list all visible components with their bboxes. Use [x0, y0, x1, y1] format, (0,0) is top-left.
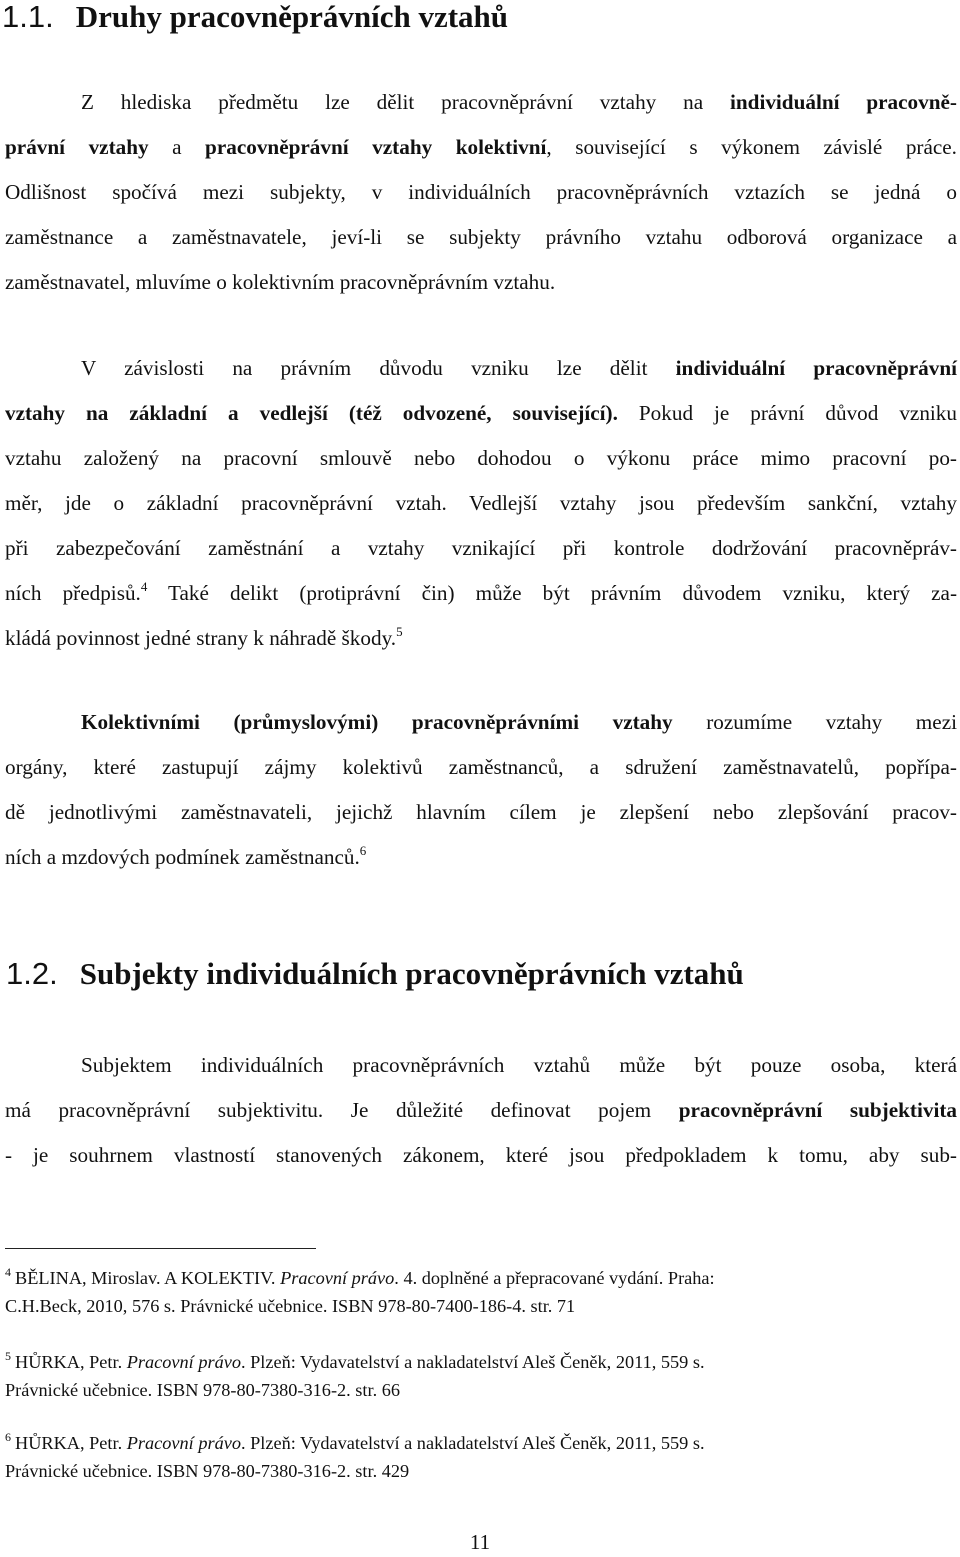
text-line: Odlišnost spočívá mezi subjekty, v individuálních pracovněprávních vztazích se jedná o: [5, 180, 957, 204]
text-line: vztahu založený na pracovní smlouvě nebo dohodou o výkonu práce mimo pracovní po-: [5, 446, 957, 470]
text-line: při zabezpečování zaměstnání a vztahy vznikající při kontrole dodržování pracovněpráv-: [5, 536, 957, 560]
section-number: 1.2.: [6, 956, 58, 991]
paragraph-collective-relations: [5, 700, 957, 880]
footnote-text: . Plzeň: Vydavatelství a nakladatelství Aleš Čeněk, 2011, 559 s.: [240, 1433, 705, 1453]
paragraph-types-of-relations: [5, 80, 957, 305]
text-run: ních a mzdových podmínek zaměstnanců.: [5, 845, 360, 869]
text-run: ních předpisů.: [5, 581, 141, 605]
bold-term: individuální pracovněprávní: [675, 356, 957, 380]
page-number: 11: [469, 1530, 491, 1554]
text-run: V závislosti na právním důvodu vzniku lze dělit: [81, 356, 676, 380]
text-line: - je souhrnem vlastností stanovených zákonem, které jsou předpokladem k tomu, aby sub-: [5, 1143, 957, 1167]
bold-term: pracovněprávní vztahy kolektivní: [205, 135, 547, 159]
section-heading-1-1: [2, 0, 508, 34]
text-line: orgány, které zastupují zájmy kolektivů zaměstnanců, a sdružení zaměstnavatelů, popřípa-: [5, 755, 957, 779]
footnote: [5, 1429, 955, 1485]
text-line: zaměstnance a zaměstnavatele, jeví-li se subjekty právního vztahu odborová organizace a: [5, 225, 957, 249]
footnote-text: C.H.Beck, 2010, 576 s. Právnické učebnice. ISBN 978-80-7400-186-4. str. 71: [5, 1296, 576, 1316]
footnote-title: Pracovní právo: [126, 1352, 241, 1372]
footnote-text: Právnické učebnice. ISBN 978-80-7380-316-2. str. 429: [5, 1461, 410, 1481]
text-line: měr, jde o základní pracovněprávní vztah. Vedlejší vztahy jsou především sankční, vztahy: [5, 491, 957, 515]
text-run: Pokud je právní důvod vzniku: [617, 401, 957, 425]
footnote-text: HŮRKA, Petr.: [15, 1352, 127, 1372]
footnote-text: BĚLINA, Miroslav. A KOLEKTIV.: [15, 1268, 281, 1288]
footnote-text: . 4. doplněné a přepracované vydání. Praha:: [394, 1268, 715, 1288]
footnote-reference[interactable]: 4: [140, 579, 148, 594]
bold-term: Kolektivními (průmyslovými) pracovněprávními vztahy: [81, 710, 673, 734]
text-line: zaměstnavatel, mluvíme o kolektivním pracovněprávním vztahu.: [5, 270, 556, 294]
footnote-title: Pracovní právo: [280, 1268, 395, 1288]
footnote-reference[interactable]: 5: [396, 624, 403, 639]
text-run: Subjektem individuálních pracovněprávních vztahů může být pouze osoba, která: [81, 1053, 957, 1077]
bold-term: vztahy na základní a vedlejší (též odvozené, související).: [5, 401, 618, 425]
text-run: má pracovněprávní subjektivitu. Je důležité definovat pojem: [5, 1098, 679, 1122]
text-run: , související s výkonem závislé práce.: [546, 135, 957, 159]
text-run: Také delikt (protiprávní čin) může být právním důvodem vzniku, který za-: [147, 581, 957, 605]
text-run: rozumíme vztahy mezi: [672, 710, 957, 734]
text-line: dě jednotlivými zaměstnavateli, jejichž hlavním cílem je zlepšení nebo zlepšování pracov-: [5, 800, 957, 824]
section-heading-1-2: [6, 955, 744, 993]
footnote-number: 5: [5, 1349, 11, 1363]
footnote: [5, 1348, 955, 1404]
text-run: a: [148, 135, 206, 159]
bold-term: pracovněprávní subjektivita: [678, 1098, 957, 1122]
section-title: Subjekty individuálních pracovněprávních vztahů: [79, 956, 744, 991]
bold-term: právní vztahy: [5, 135, 149, 159]
footnote-text: Právnické učebnice. ISBN 978-80-7380-316-2. str. 66: [5, 1380, 401, 1400]
section-number: 1.1.: [2, 0, 54, 34]
footnote-text: HŮRKA, Petr.: [15, 1433, 127, 1453]
text-run: Z hlediska předmětu lze dělit pracovněprávní vztahy na: [81, 90, 730, 114]
paragraph-basis-of-origin: [5, 346, 957, 661]
footnote-number: 4: [5, 1265, 11, 1279]
footnote: [5, 1264, 955, 1320]
section-title: Druhy pracovněprávních vztahů: [75, 0, 509, 34]
footnote-separator: [5, 1248, 316, 1249]
footnote-title: Pracovní právo: [126, 1433, 241, 1453]
footnote-number: 6: [5, 1430, 11, 1444]
paragraph-subjects: [5, 1043, 957, 1178]
footnote-text: . Plzeň: Vydavatelství a nakladatelství Aleš Čeněk, 2011, 559 s.: [240, 1352, 705, 1372]
bold-term: individuální pracovně-: [729, 90, 957, 114]
text-run: kládá povinnost jedné strany k náhradě škody.: [5, 626, 397, 650]
footnote-reference[interactable]: 6: [359, 843, 367, 858]
